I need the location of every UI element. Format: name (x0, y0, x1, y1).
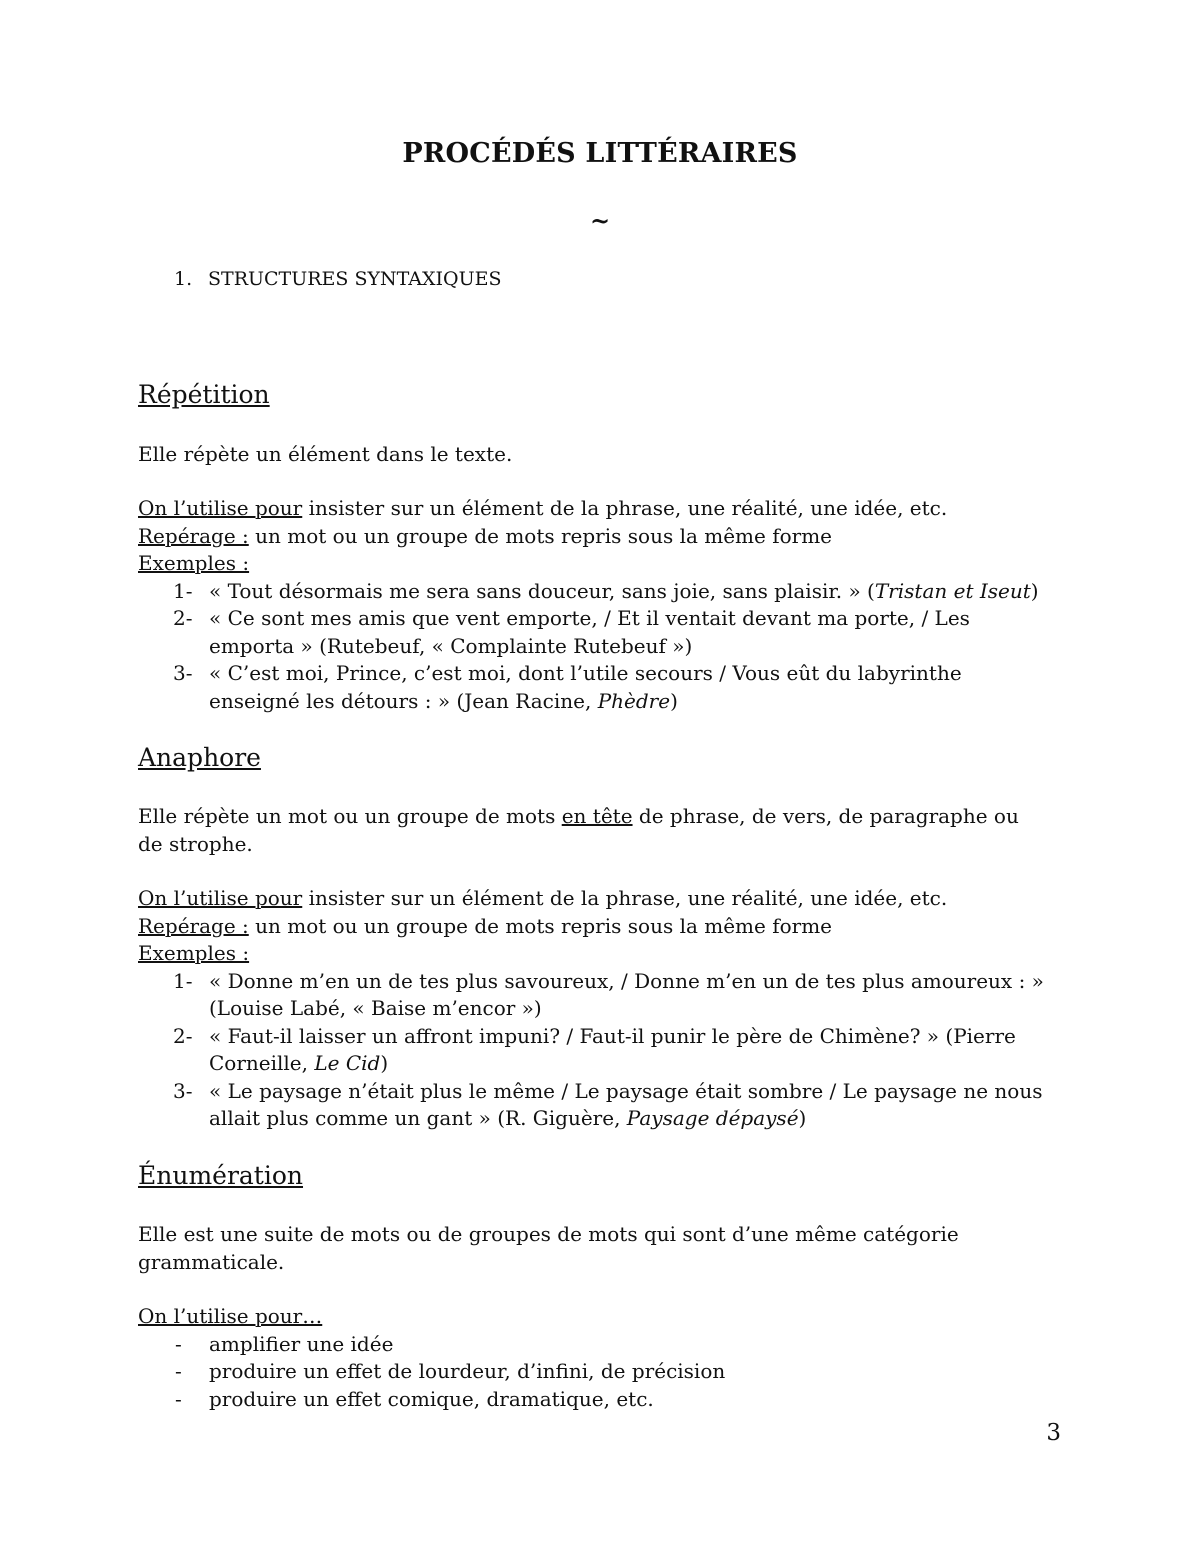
example-end: ) (380, 1051, 389, 1075)
usage-text: insister sur un élément de la phrase, une réalité, une idée, etc. (302, 886, 948, 910)
reperage-line (138, 523, 1048, 551)
document-title: PROCÉDÉS LITTÉRAIRES (402, 138, 798, 169)
definition-text: Elle est une suite de mots ou de groupes de mots qui sont d’une même catégorie grammaticale. (138, 1222, 959, 1274)
dash-bullet: - (175, 1359, 182, 1383)
example-number: 2- (173, 606, 193, 630)
example-text: « Faut-il laisser un affront impuni? / Faut-il punir le père de Chimène? » (Pierre Corneille, (209, 1023, 1016, 1075)
reperage-label: Repérage : (138, 913, 249, 938)
list-item (138, 1331, 1048, 1359)
definition-emphasis: en tête (561, 804, 633, 828)
example-text: « Tout désormais me sera sans douceur, sans joie, sans plaisir. » ( (209, 578, 875, 603)
heading-anaphore: Anaphore (138, 743, 261, 772)
anaphore-definition (138, 803, 1048, 858)
uses-list (138, 1331, 1048, 1414)
anaphore-details (138, 885, 1048, 1133)
examples-list (138, 578, 1048, 716)
definition-text: Elle répète un élément dans le texte. (138, 442, 513, 466)
work-title: Paysage dépaysé (626, 1106, 799, 1130)
example-end: ) (670, 688, 678, 713)
section-number: 1. (174, 268, 193, 290)
examples-list (138, 968, 1048, 1133)
work-title: Phèdre (597, 688, 671, 713)
reperage-line (138, 913, 1048, 941)
use-text: produire un effet comique, dramatique, etc. (209, 1386, 654, 1411)
work-title: Tristan et Iseut (874, 578, 1031, 603)
reperage-label: Repérage : (138, 523, 249, 548)
repetition-details (138, 495, 1048, 715)
heading-repetition: Répétition (138, 380, 270, 409)
use-text: amplifier une idée (209, 1331, 394, 1356)
example-number: 2- (173, 1023, 193, 1048)
definition-text (138, 803, 1048, 858)
example-number: 3- (173, 661, 193, 685)
enumeration-details (138, 1303, 1048, 1413)
example-text: « Donne m’en un de tes plus savoureux, / Donne m’en un de tes plus amoureux : » (Louise Labé, « Baise m’encor ») (209, 968, 1044, 1020)
list-item (138, 605, 1048, 660)
example-number: 1- (173, 578, 193, 603)
example-number: 3- (173, 1078, 193, 1103)
definition-part: Elle répète un mot ou un groupe de mots (138, 804, 562, 828)
definition-part: de phrase, de vers, de paragraphe ou de strophe. (138, 804, 1019, 856)
example-text: « Le paysage n’était plus le même / Le paysage était sombre / Le paysage ne nous allait plus comme un gant » (R. Giguère, (209, 1078, 1043, 1130)
usage-line (138, 495, 1048, 523)
list-item (138, 1386, 1048, 1414)
reperage-text: un mot ou un groupe de mots repris sous la même forme (248, 913, 833, 938)
heading-enumeration: Énumération (138, 1161, 304, 1190)
usage-label: On l’utilise pour… (138, 1304, 323, 1328)
usage-label: On l’utilise pour (138, 886, 303, 910)
repetition-definition (138, 441, 1048, 469)
page-number: 3 (1046, 1420, 1061, 1446)
dash-bullet: - (175, 1386, 182, 1411)
usage-text: insister sur un élément de la phrase, une réalité, une idée, etc. (302, 496, 948, 520)
example-number: 1- (173, 968, 193, 993)
example-end: ) (1030, 578, 1039, 603)
examples-label: Exemples : (138, 551, 250, 575)
list-item (138, 1078, 1048, 1133)
title-separator: ~ (589, 206, 611, 235)
enumeration-definition (138, 1221, 1048, 1276)
usage-label: On l’utilise pour (138, 496, 303, 520)
use-text: produire un effet de lourdeur, d’infini, de précision (209, 1359, 726, 1383)
list-item (138, 1358, 1048, 1386)
list-item (138, 660, 1048, 715)
dash-bullet: - (175, 1331, 182, 1356)
section-title: STRUCTURES SYNTAXIQUES (208, 268, 502, 290)
list-item (138, 968, 1048, 1023)
examples-label: Exemples : (138, 941, 250, 965)
example-end: ) (798, 1106, 807, 1130)
example-text: « C’est moi, Prince, c’est moi, dont l’utile secours / Vous eût du labyrinthe enseigné les détours : » (Jean Racine, (209, 661, 962, 713)
work-title: Le Cid (314, 1051, 381, 1075)
reperage-text: un mot ou un groupe de mots repris sous la même forme (248, 523, 833, 548)
list-item (138, 1023, 1048, 1078)
section-heading (174, 268, 502, 290)
example-text: « Ce sont mes amis que vent emporte, / Et il ventait devant ma porte, / Les emporta » (Rutebeuf, « Complainte Rutebeuf ») (209, 606, 970, 658)
list-item (138, 578, 1048, 606)
usage-line (138, 885, 1048, 913)
